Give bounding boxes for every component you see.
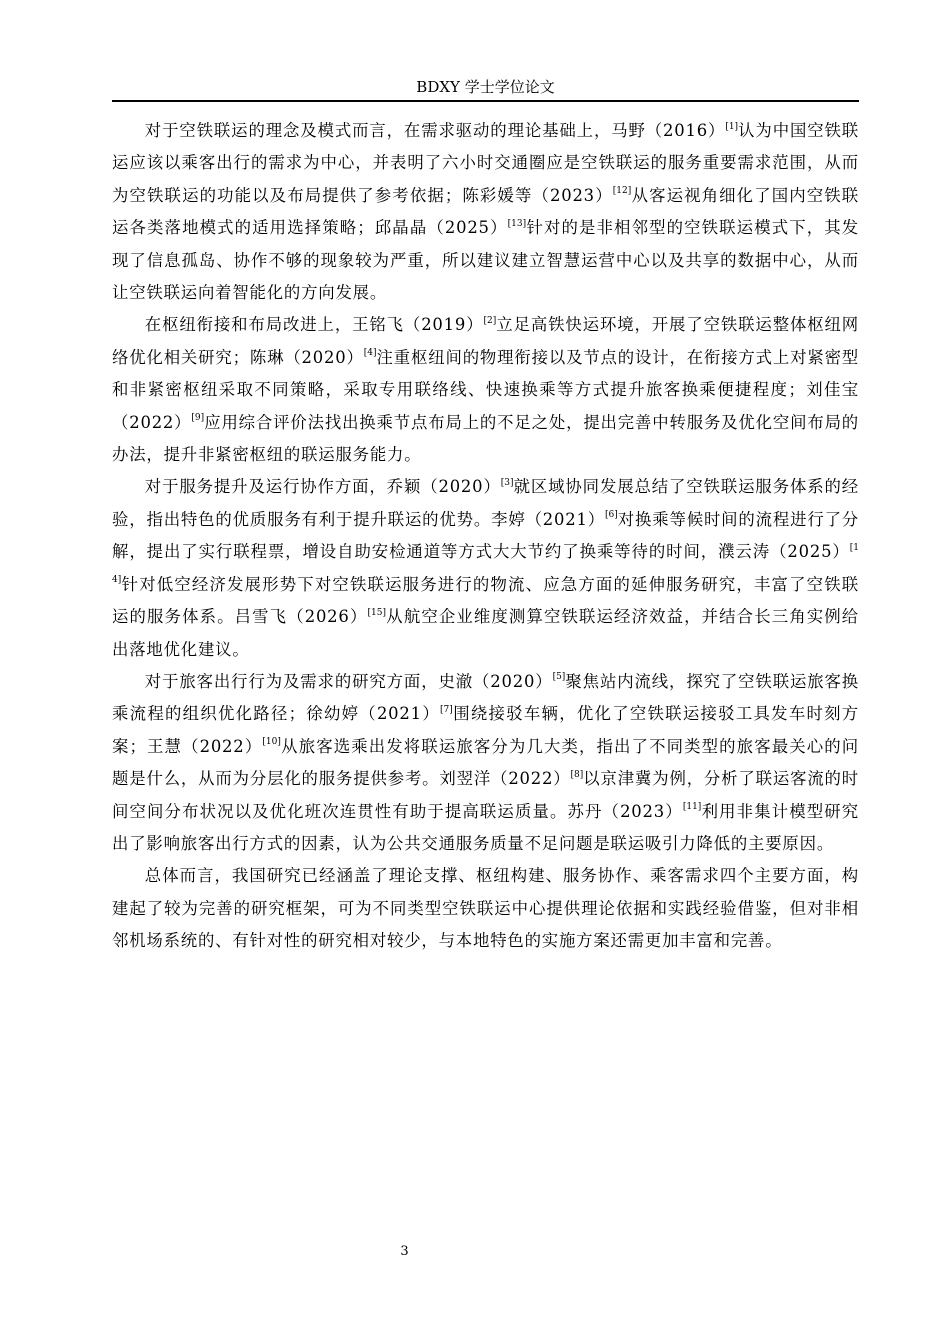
citation-marker: [6] [605,510,618,521]
paragraph-text: 利用非集计模型研究出了影响旅客出行方式的因素，认为公共交通服务质量不足问题是联运吸引力降低的主要原因。 [112,801,859,853]
citation-marker: [15] [367,607,386,618]
citation-marker: [5] [552,672,566,683]
paragraph-text: 围绕接驳车辆，优化了空铁联运接驳工具发车时刻方案；王慧（2022） [112,704,859,756]
citation-marker: [9] [191,413,205,424]
citation-marker: [10] [262,737,281,748]
paragraph-text: 从客运视角细化了国内空铁联运各类落地模式的适用选择策略；邱晶晶（2025） [112,185,859,238]
paragraph-text: 就区域协同发展总结了空铁联运服务体系的经验，指出特色的优质服务有利于提升联运的优势。李婷（2021） [112,477,860,529]
paragraph-text: 对于旅客出行行为及需求的研究方面，史澈（2020） [144,671,553,691]
paragraph-text: 对于服务提升及运行协作方面，乔颖（2020） [144,477,501,497]
paragraph [112,860,859,957]
paragraph-text: 针对的是非相邻型的空铁联运模式下，其发现了信息孤岛、协作不够的现象较为严重，所以建议建立智慧运营中心以及共享的数据中心，从而让空铁联运向着智能化的方向发展。 [112,218,859,303]
paragraph [112,471,859,665]
citation-marker: [12] [612,186,632,197]
paragraph-text: 聚焦站内流线，探究了空铁联运旅客换乘流程的组织优化路径；徐幼婷（2021） [112,671,859,724]
page-header-title: BDXY 学士学位论文 [416,78,555,96]
citation-marker: [2] [483,315,497,326]
paragraph-text: 总体而言，我国研究已经涵盖了理论支撑、枢纽构建、服务协作、乘客需求四个主要方面，构建起了较为完善的研究框架，可为不同类型空铁联运中心提供理论依据和实践经验借鉴，但对非相邻机场系统的、有针对性的研究相对较少，与本地特色的实施方案还需更加丰富和完善。 [112,866,859,951]
citation-marker: [4] [363,348,377,359]
paragraph-text: 认为中国空铁联运应该以乘客出行的需求为中心，并表明了六小时交通圈应是空铁联运的服务重要需求范围，从而为空铁联运的功能以及布局提供了参考依据；陈彩媛等（2023） [112,121,859,205]
page-number: 3 [400,1244,409,1259]
citation-marker: [14] [112,542,859,586]
paragraph-text: 针对低空经济发展形势下对空铁联运服务进行的物流、应急方面的延伸服务研究，丰富了空铁联运的服务体系。吕雪飞（2026） [112,574,859,627]
citation-marker: [7] [440,704,453,715]
paragraph [112,115,859,309]
citation-marker: [1] [725,121,739,132]
paragraph-text: 注重枢纽间的物理衔接以及节点的设计，在衔接方式上对紧密型和非紧密枢纽采取不同策略，采取专用联络线、快速换乘等方式提升旅客换乘便捷程度；刘佳宝（2022） [112,347,859,432]
paragraph [112,309,859,471]
citation-marker: [11] [682,802,702,813]
header-divider [112,100,859,102]
body-text [112,115,859,958]
citation-marker: [8] [570,769,584,780]
paragraph-text: 对换乘等候时间的流程进行了分解，提出了实行联程票，增设自助安检通道等方式大大节约了换乘等待的时间，濮云涛（2025） [112,509,859,562]
citation-marker: [13] [507,218,527,229]
citation-marker: [3] [500,478,514,488]
paragraph-text: 应用综合评价法找出换乘节点布局上的不足之处，提出完善中转服务及优化空间布局的办法，提升非紧密枢纽的联运服务能力。 [112,412,859,465]
paragraph-text: 立足高铁快运环境，开展了空铁联运整体枢纽网络优化相关研究；陈琳（2020） [112,315,859,367]
paragraph [112,666,859,860]
paragraph-text: 从航空企业维度测算空铁联运经济效益，并结合长三角实例给出落地优化建议。 [112,607,859,659]
paragraph-text: 对于空铁联运的理念及模式而言，在需求驱动的理论基础上，马野（2016） [144,121,726,140]
paragraph-text: 在枢纽衔接和布局改进上，王铭飞（2019） [144,315,484,335]
paragraph-text: 从旅客选乘出发将联运旅客分为几大类，指出了不同类型的旅客最关心的问题是什么，从而为分层化的服务提供参考。刘翌洋（2022） [112,736,859,789]
paragraph-text: 以京津冀为例，分析了联运客流的时间空间分布状况以及优化班次连贯性有助于提高联运质量。苏丹（2023） [112,769,859,821]
